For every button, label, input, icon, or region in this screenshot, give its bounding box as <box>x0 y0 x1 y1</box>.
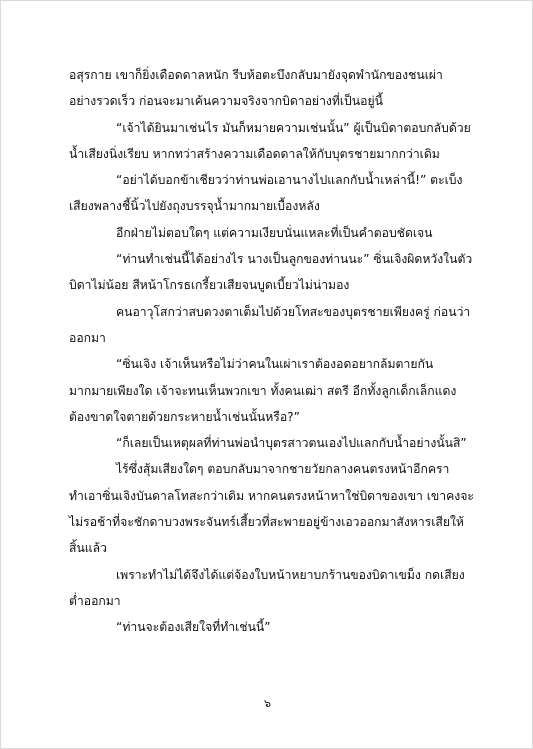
text-line: “ท่านจะต้องเสียใจที่ทำเช่นนี้” <box>116 620 271 635</box>
text-line: อีกฝ่ายไม่ตอบใดๆ แต่ความเงียบนั่นแหละที่เป็นคำตอบชัดเจน <box>116 225 433 240</box>
text-line: เสียงพลางชี้นิ้วไปยังถุงบรรจุน้ำมากมายเบื้องหลัง <box>69 199 320 214</box>
text-line: ต้องขาดใจตายด้วยกระหายน้ำเช่นนั้นหรือ?” <box>69 409 300 424</box>
text-line: ทำเอาซิ่นเจิงบันดาลโทสะกว่าเดิม หากคนตรงหน้าหาใช่บิดาของเขา เขาคงจะ <box>69 488 474 503</box>
text-line: “เจ้าได้ยินมาเช่นไร มันก็หมายความเช่นนั้น” ผู้เป็นบิดาตอบกลับด้วย <box>116 120 471 135</box>
text-line: “อย่าได้บอกข้าเชียวว่าท่านพ่อเอานางไปแลกกับน้ำเหล่านี้!” ตะเบ็ง <box>116 173 463 188</box>
text-line: เพราะทำไม่ได้จึงได้แต่จ้องใบหน้าหยาบกร้านของบิดาเขม็ง กดเสียง <box>116 567 465 582</box>
text-line: ออกมา <box>69 330 106 345</box>
text-line: คนอาวุโสกว่าสบดวงตาเต็มไปด้วยโทสะของบุตรชายเพียงครู่ ก่อนว่า <box>116 304 471 319</box>
text-line: อย่างรวดเร็ว ก่อนจะมาเค้นความจริงจากบิดาอย่างที่เป็นอยู่นี้ <box>69 94 383 109</box>
text-line: สิ้นแล้ว <box>69 541 107 556</box>
text-line: ไม่รอช้าที่จะชักดาบวงพระจันทร์เสี้ยวที่สะพายอยู่ข้างเอวออกมาสังหารเสียให้ <box>69 515 464 530</box>
page-number: ๖ <box>264 697 271 710</box>
text-line: มากมายเพียงใด เจ้าจะทนเห็นพวกเขา ทั้งคนเฒ่า สตรี อีกทั้งลูกเด็กเล็กแดง <box>69 383 457 398</box>
text-line: บิดาไม่น้อย สีหน้าโกรธเกรี้ยวเสียจนบูดเบี้ยวไม่น่ามอง <box>69 278 350 293</box>
text-line: น้ำเสียงนิ่งเรียบ หากทว่าสร้างความเดือดดาลให้กับบุตรชายมากกว่าเดิม <box>69 146 440 161</box>
text-line: อสุรกาย เขาก็ยิ่งเดือดดาลหนัก รีบห้อตะบึงกลับมายังจุดพำนักของชนเผ่า <box>69 68 443 82</box>
text-line: “ซิ่นเจิง เจ้าเห็นหรือไม่ว่าคนในเผ่าเราต้องอดอยากล้มตายกัน <box>116 357 434 372</box>
text-line: ต่ำออกมา <box>69 593 121 608</box>
text-line: ไร้ซึ่งสุ้มเสียงใดๆ ตอบกลับมาจากชายวัยกลางคนตรงหน้าอีกครา <box>116 462 450 477</box>
story-text <box>69 62 477 641</box>
text-line: “ก็เลยเป็นเหตุผลที่ท่านพ่อนำบุตรสาวตนเองไปแลกกับน้ำอย่างนั้นสิ” <box>116 436 467 451</box>
text-line: “ท่านทำเช่นนี้ได้อย่างไร นางเป็นลูกของท่านนะ” ซิ่นเจิงผิดหวังในตัว <box>116 252 473 267</box>
